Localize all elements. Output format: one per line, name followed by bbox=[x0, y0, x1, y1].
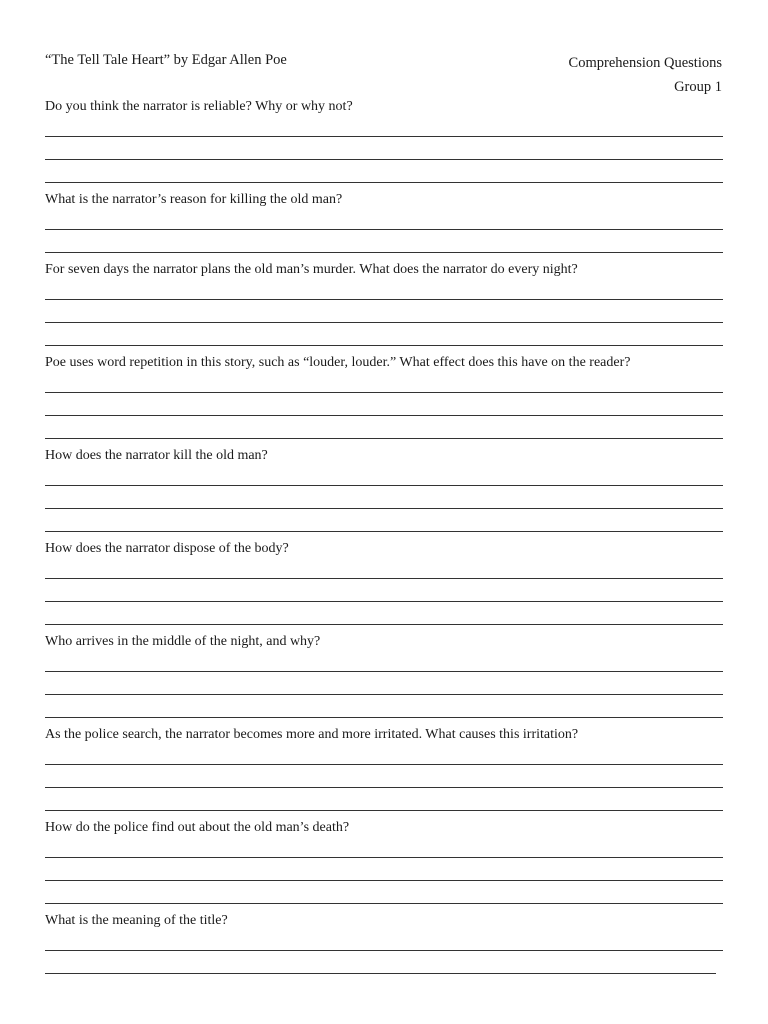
answer-line[interactable] bbox=[45, 322, 723, 323]
question-1: Do you think the narrator is reliable? Why or why not? bbox=[45, 99, 353, 114]
answer-line[interactable] bbox=[45, 299, 723, 300]
answer-line[interactable] bbox=[45, 485, 723, 486]
answer-line[interactable] bbox=[45, 903, 723, 904]
answer-line[interactable] bbox=[45, 857, 723, 858]
question-8: As the police search, the narrator becomes more and more irritated. What causes this irritation? bbox=[45, 727, 579, 742]
worksheet-title: “The Tell Tale Heart” by Edgar Allen Poe bbox=[45, 52, 287, 68]
answer-line[interactable] bbox=[45, 438, 723, 439]
answer-line[interactable] bbox=[45, 252, 723, 253]
answer-line[interactable] bbox=[45, 787, 723, 788]
answer-line[interactable] bbox=[45, 694, 723, 695]
answer-line[interactable] bbox=[45, 392, 723, 393]
worksheet-meta bbox=[569, 51, 722, 99]
question-6: How does the narrator dispose of the body? bbox=[45, 541, 289, 556]
answer-line[interactable] bbox=[45, 671, 723, 672]
answer-line[interactable] bbox=[45, 810, 723, 811]
answer-line[interactable] bbox=[45, 531, 723, 532]
group-label: Group 1 bbox=[674, 79, 722, 95]
answer-line[interactable] bbox=[45, 950, 723, 951]
question-2: What is the narrator’s reason for killing the old man? bbox=[45, 192, 343, 207]
answer-line[interactable] bbox=[45, 764, 723, 765]
answer-line[interactable] bbox=[45, 601, 723, 602]
question-7: Who arrives in the middle of the night, and why? bbox=[45, 634, 321, 649]
answer-line[interactable] bbox=[45, 415, 723, 416]
answer-line[interactable] bbox=[45, 508, 723, 509]
question-3: For seven days the narrator plans the old man’s murder. What does the narrator do every night? bbox=[45, 262, 578, 277]
question-4: Poe uses word repetition in this story, such as “louder, louder.” What effect does this have on the reader? bbox=[45, 355, 631, 370]
answer-line[interactable] bbox=[45, 345, 723, 346]
answer-line[interactable] bbox=[45, 717, 723, 718]
answer-line[interactable] bbox=[45, 880, 723, 881]
question-9: How do the police find out about the old man’s death? bbox=[45, 820, 350, 835]
answer-line[interactable] bbox=[45, 159, 723, 160]
answer-line[interactable] bbox=[45, 229, 723, 230]
answer-line[interactable] bbox=[45, 136, 723, 137]
doc-type-label: Comprehension Questions bbox=[568, 55, 722, 71]
answer-line[interactable] bbox=[45, 624, 723, 625]
answer-line[interactable] bbox=[45, 973, 716, 974]
question-10: What is the meaning of the title? bbox=[45, 913, 228, 928]
answer-line[interactable] bbox=[45, 182, 723, 183]
answer-line[interactable] bbox=[45, 578, 723, 579]
question-5: How does the narrator kill the old man? bbox=[45, 448, 268, 463]
